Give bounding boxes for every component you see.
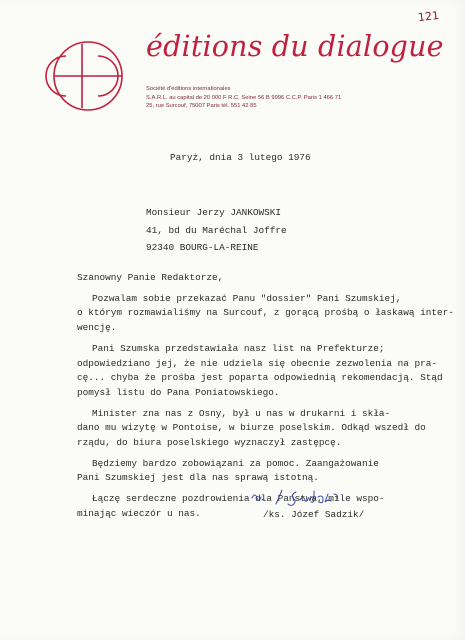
paragraph-line: dano mu wizytę w Pontoise, w biurze poselskim. Odkąd wszedł do: [77, 422, 426, 434]
paragraph-line: rządu, do biura poselskiego wyznaczył zastępcę.: [77, 437, 342, 449]
recipient-address: [146, 204, 287, 257]
paragraph-line: cę... chyba że prośba jest poparta odpowiednią rekomendacją. Stąd: [77, 372, 443, 384]
paragraph-line: wencję.: [77, 322, 117, 334]
paragraph: [77, 457, 457, 486]
paragraph-line: Pani Szumskiej jest dla nas sprawą istotną.: [77, 472, 319, 484]
paragraph-line: Minister zna nas z Osny, był u nas w drukarni i skła-: [92, 407, 391, 419]
recipient-line: 41, bd du Maréchal Joffre: [146, 224, 287, 236]
publisher-logo-icon: [44, 38, 132, 114]
salutation: [77, 271, 457, 286]
paragraph-line: minając wieczór u nas.: [77, 507, 201, 519]
paragraph-line: o którym rozmawialiśmy na Surcouf, z gorącą prośbą o łaskawą inter-: [77, 307, 454, 319]
paragraph-line: Łączę serdeczne pozdrowienia dla Państwa, mile wspo-: [92, 493, 385, 505]
publisher-info-line: S.A.R.L. au capital de 20 000 F R.C. Seine 56 B 9996 C.C.P. Paris 1 466 71: [146, 94, 342, 101]
handwritten-signature: [248, 486, 358, 510]
paragraph: [77, 292, 457, 336]
paragraph-line: Pani Szumska przedstawiała nasz list na Prefekturze;: [92, 342, 385, 354]
sender-name: /ks. Józef Sadzik/: [263, 509, 365, 520]
page-number: 121: [417, 8, 440, 25]
recipient-line: Monsieur Jerzy JANKOWSKI: [146, 207, 282, 218]
paragraph: [77, 342, 457, 401]
paragraph-line: Będziemy bardzo zobowiązani za pomoc. Zaangażowanie: [92, 457, 379, 469]
recipient-line: 92340 BOURG-LA-REINE: [146, 242, 259, 253]
letter-date: Paryż, dnia 3 lutego 1976: [170, 152, 311, 163]
publisher-info-line: Société d'éditions internationales: [146, 86, 231, 92]
paragraph-line: odpowiedziano jej, że nie udziela się obecnie zezwolenia na pra-: [77, 357, 438, 369]
publisher-info-line: 25, rue Surcouf, 75007 Paris tél. 551 42 85: [146, 103, 257, 110]
paragraph-line: Pozwalam sobie przekazać Panu "dossier" Pani Szumskiej,: [92, 292, 402, 304]
publisher-name: éditions du dialogue: [146, 30, 444, 63]
publisher-info: [146, 85, 446, 111]
paragraph-line: pomysł listu do Pana Poniatowskiego.: [77, 386, 280, 398]
salutation-text: Szanowny Panie Redaktorze,: [77, 272, 224, 283]
paragraph: [77, 407, 457, 451]
